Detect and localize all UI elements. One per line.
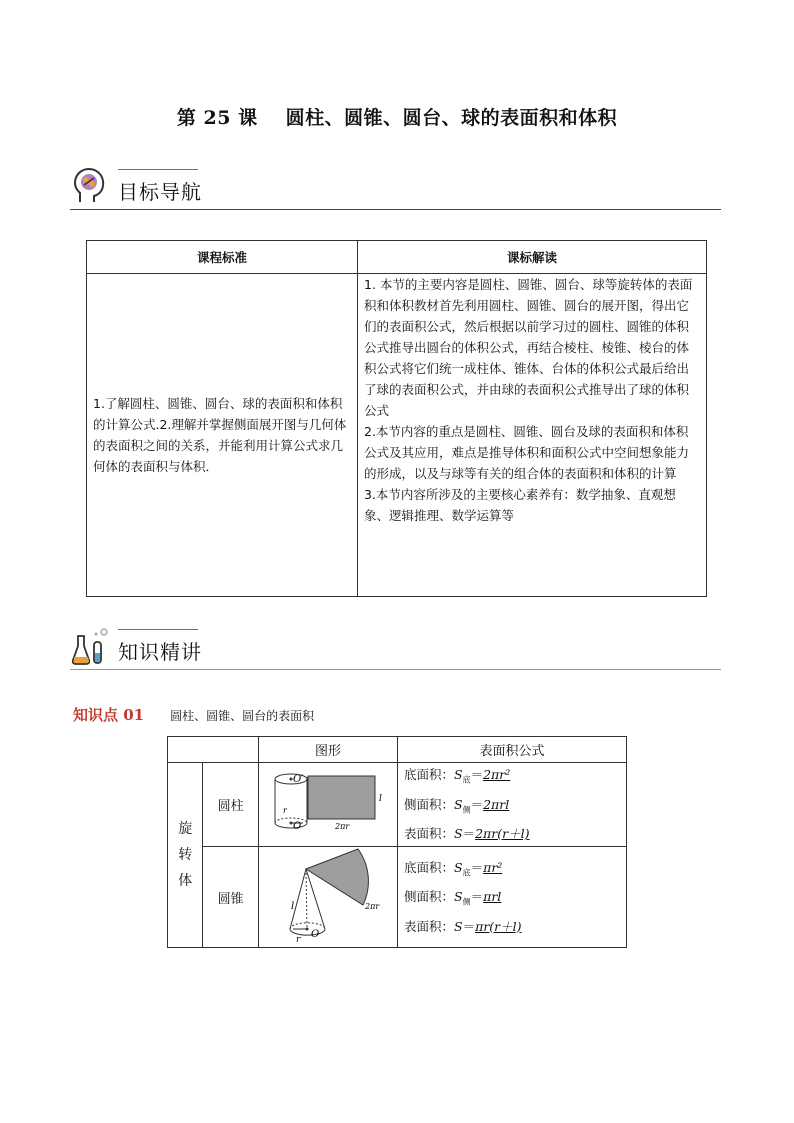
head-brain-icon — [70, 166, 110, 206]
section-knowledge-title: 知识精讲 — [118, 640, 202, 664]
cone-net-figure — [263, 847, 393, 943]
cone-r-label: r — [296, 935, 301, 943]
cylinder-formulas — [398, 763, 627, 847]
section-top-rule — [118, 629, 198, 630]
figure-header: 图形 — [259, 737, 398, 763]
section-knowledge-header — [70, 626, 721, 670]
section-top-rule — [118, 169, 198, 170]
section-divider — [70, 669, 721, 670]
surface-area-table — [167, 736, 627, 948]
shape-name: 圆柱 — [203, 763, 259, 847]
lesson-number: 第 25 课 — [176, 107, 258, 129]
cyl-arc-label: 2πr — [335, 821, 350, 831]
cone-formulas — [398, 847, 627, 948]
cyl-top-label: O′ — [293, 773, 304, 785]
group-cell — [168, 763, 203, 948]
goal-standard-cell: 1.了解圆柱、圆锥、圆台、球的表面积和体积的计算公式.2.理解并掌握侧面展开图与几何体的表面积之间的关系，并能利用计算公式求几何体的表面积与体积． — [87, 274, 358, 597]
cone-figure-cell — [259, 847, 398, 948]
interpretation-item: 1. 本节的主要内容是圆柱、圆锥、圆台、球等旋转体的表面积和体积教材首先利用圆柱、圆锥、圆台的展开图，得出它们的表面积公式，然后根据以前学习过的圆柱、圆锥的体积公式推导出圆台的体积公式，再结合棱柱、棱锥、棱台的体积公式将它们统一成柱体、锥体、台体的体积公式最后给出了球的表面积公式，并由球的表面积公式推导出了球的体积公式 — [364, 277, 693, 418]
formula-line: 表面积：S＝πr(r＋l) — [404, 918, 522, 934]
section-goal-title: 目标导航 — [118, 180, 202, 204]
shape-name: 圆锥 — [203, 847, 259, 948]
formula-line: 侧面积：$S_侧=\pi rl$ — [404, 889, 502, 907]
goal-table — [86, 240, 707, 597]
section-goal-header — [70, 166, 721, 210]
interpretation-item: 3.本节内容所涉及的主要核心素养有：数学抽象、直观想象、逻辑推理、数学运算等 — [364, 487, 676, 523]
cone-arc-label: 2πr — [365, 902, 380, 911]
cylinder-figure-cell — [259, 763, 398, 847]
cone-bottom-label: O — [311, 929, 320, 940]
section-divider — [70, 209, 721, 210]
goal-header-interpretation: 课标解读 — [358, 241, 707, 274]
cyl-r-label: r — [283, 805, 287, 815]
group-label: 旋 转 体 — [178, 821, 193, 889]
lesson-topic: 圆柱、圆锥、圆台、球的表面积和体积 — [285, 107, 618, 129]
formula-line: 侧面积：$S_侧=2\pi rl$ — [404, 796, 510, 814]
goal-interpretation-cell — [358, 274, 707, 597]
knowledge-point-number: 知识点 01 — [73, 706, 145, 724]
interpretation-item: 2.本节内容的重点是圆柱、圆锥、圆台及球的表面积和体积公式及其应用，难点是推导体积和面积公式中空间想象能力的形成，以及与球等有关的组合体的表面积和体积的计算 — [364, 424, 690, 481]
flask-icon — [70, 626, 110, 666]
formula-line: 底面积：$S_底=\pi r^2$ — [404, 859, 503, 877]
blank-header — [168, 737, 259, 763]
knowledge-point-name: 圆柱、圆锥、圆台的表面积 — [170, 709, 315, 723]
formula-header: 表面积公式 — [398, 737, 627, 763]
cyl-bottom-label: O — [293, 820, 302, 832]
formula-line: 表面积：S＝2πr(r＋l) — [404, 826, 530, 841]
cyl-l-label: l — [379, 793, 382, 804]
cone-l-label: l — [291, 901, 295, 912]
formula-line: 底面积：$S_底=2\pi r^2$ — [404, 767, 511, 785]
page-title — [0, 103, 794, 130]
cylinder-net-figure — [263, 767, 393, 839]
goal-header-standard: 课程标准 — [87, 241, 358, 274]
knowledge-point-heading — [73, 704, 314, 725]
